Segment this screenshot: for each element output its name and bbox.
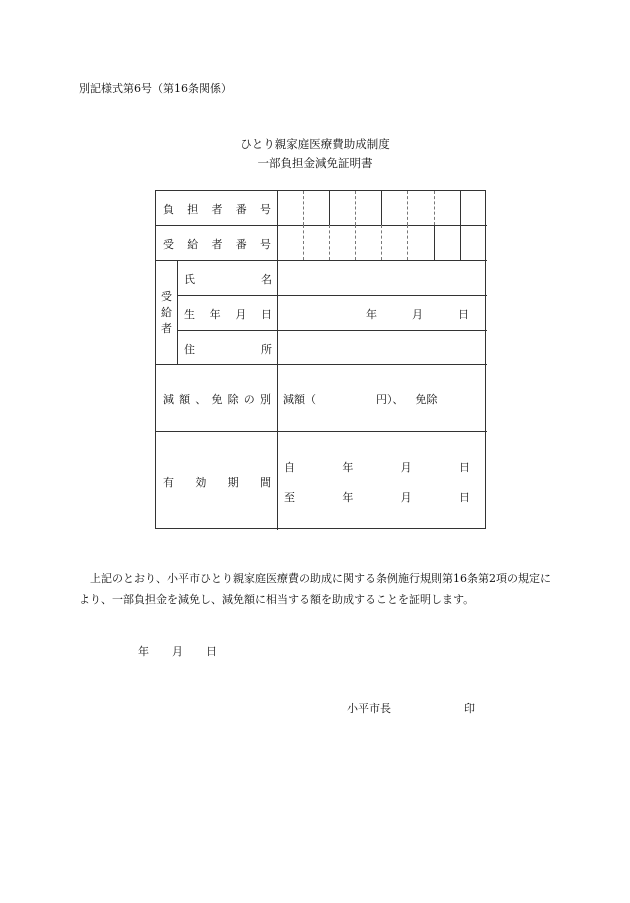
validity-to: 至 年 月 日 (284, 491, 470, 504)
document-title-line1: ひとり親家庭医療費助成制度 (240, 137, 390, 151)
label-reduction-type: 減 額 、 免 除 の 別 (163, 393, 271, 406)
label-burden-number: 負 担 者 番 号 (163, 203, 271, 216)
label-birthdate: 生 年 月 日 (184, 308, 272, 321)
document-title-line2: 一部負担金減免証明書 (257, 156, 373, 170)
label-validity-period: 有 効 期 間 (163, 476, 271, 489)
seal-mark: 印 (464, 702, 475, 715)
issue-date: 年 月 日 (138, 645, 217, 658)
reduction-value: 減額（ 円）、 免除 (283, 393, 438, 406)
birthdate-value: 年 月 日 (366, 308, 469, 321)
form-number-header: 別記様式第6号（第16条関係） (79, 82, 232, 95)
certification-statement: 上記のとおり、小平市ひとり親家庭医療費の助成に関する条例施行規則第16条第2項の規定により、一部負担金を減免し、減免額に相当する額を助成することを証明します。 (79, 572, 551, 606)
label-name: 氏 名 (184, 273, 272, 286)
label-recipient-number: 受 給 者 番 号 (163, 238, 271, 251)
certificate-table (155, 190, 486, 529)
label-address: 住 所 (184, 343, 272, 356)
validity-from: 自 年 月 日 (284, 461, 470, 474)
mayor-title: 小平市長 (347, 702, 391, 715)
label-recipient-group: 受 給 者 (161, 290, 172, 335)
